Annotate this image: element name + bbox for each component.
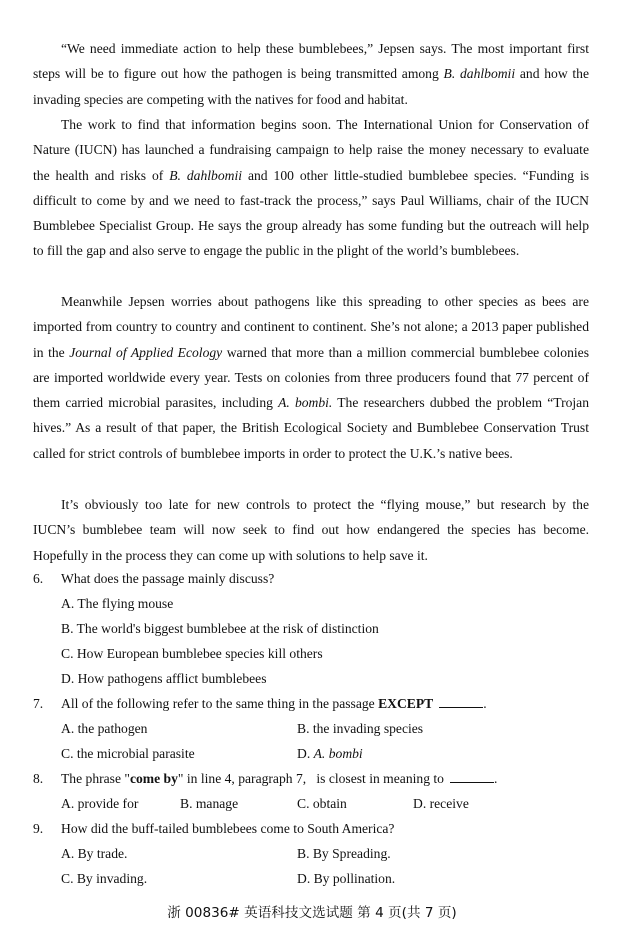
option-8b: B. manage	[180, 796, 239, 811]
question-number: 9.	[33, 821, 44, 836]
question-number: 6.	[33, 571, 44, 586]
option-6d: D. How pathogens afflict bumblebees	[61, 671, 267, 686]
question-stem: What does the passage mainly discuss?	[61, 571, 275, 586]
answer-blank	[450, 770, 494, 783]
question-number: 7.	[33, 696, 44, 711]
page-footer: 浙 00836# 英语科技文选试题 第 4 页(共 7 页)	[167, 905, 457, 921]
question-stem: The phrase "come by" in line 4, paragraph 7, is closest in meaning to .	[61, 771, 498, 786]
option-6a: A. The flying mouse	[61, 596, 174, 611]
passage-paragraph-1: “We need immediate action to help these bumblebees,” Jepsen says. The most important first steps will be to figure out how the pathogen is being transmitted among B. dahlbomii and how the invading species are competing with the natives for food and habitat.	[33, 41, 590, 107]
option-7c: C. the microbial parasite	[61, 746, 195, 761]
option-8d: D. receive	[413, 796, 469, 811]
question-stem: All of the following refer to the same thing in the passage EXCEPT .	[61, 696, 487, 711]
option-9a: A. By trade.	[61, 846, 128, 861]
passage-paragraph-4: It’s obviously too late for new controls to protect the “flying mouse,” but research by the IUCN’s bumblebee team will now seek to find out how endangered the species has become. Hopefully in the process they can come up with solutions to help save it.	[33, 497, 589, 563]
answer-blank	[439, 695, 483, 708]
option-9c: C. By invading.	[61, 871, 148, 886]
option-8c: C. obtain	[297, 796, 347, 811]
option-6c: C. How European bumblebee species kill others	[61, 646, 323, 661]
option-6b: B. The world's biggest bumblebee at the risk of distinction	[61, 621, 379, 636]
option-9d: D. By pollination.	[297, 871, 396, 886]
passage-paragraph-3: Meanwhile Jepsen worries about pathogens like this spreading to other species as bees are imported from country to country and continent to continent. She’s not alone; a 2013 paper published in the Journal of Applied Ecology warned that more than a million commercial bumblebee colonies are imported worldwide every year. Tests on colonies from three producers found that 77 percent of them carried microbial parasites, including A. bombi. The researchers dubbed the problem “Trojan hives.” As a result of that paper, the British Ecological Society and Bumblebee Conservation Trust called for strict controls of bumblebee imports in order to protect the U.K.’s native bees.	[33, 294, 590, 461]
option-9b: B. By Spreading.	[297, 846, 391, 861]
option-7d: D. A. bombi	[297, 746, 363, 761]
option-7a: A. the pathogen	[61, 721, 148, 736]
option-8a: A. provide for	[61, 796, 139, 811]
question-stem: How did the buff-tailed bumblebees come to South America?	[61, 821, 395, 836]
option-7b: B. the invading species	[297, 721, 424, 736]
question-number: 8.	[33, 771, 44, 786]
passage-paragraph-2: The work to find that information begins soon. The International Union for Conservation of Nature (IUCN) has launched a fundraising campaign to help raise the money necessary to evaluate the health and risks of B. dahlbomii and 100 other little-studied bumblebee species. “Funding is difficult to come by and we need to fast-track the process,” says Paul Williams, chair of the IUCN Bumblebee Specialist Group. He says the group already has some funding but the outreach will help to fill the gap and also serve to engage the public in the plight of the world’s bumblebees.	[33, 117, 590, 259]
